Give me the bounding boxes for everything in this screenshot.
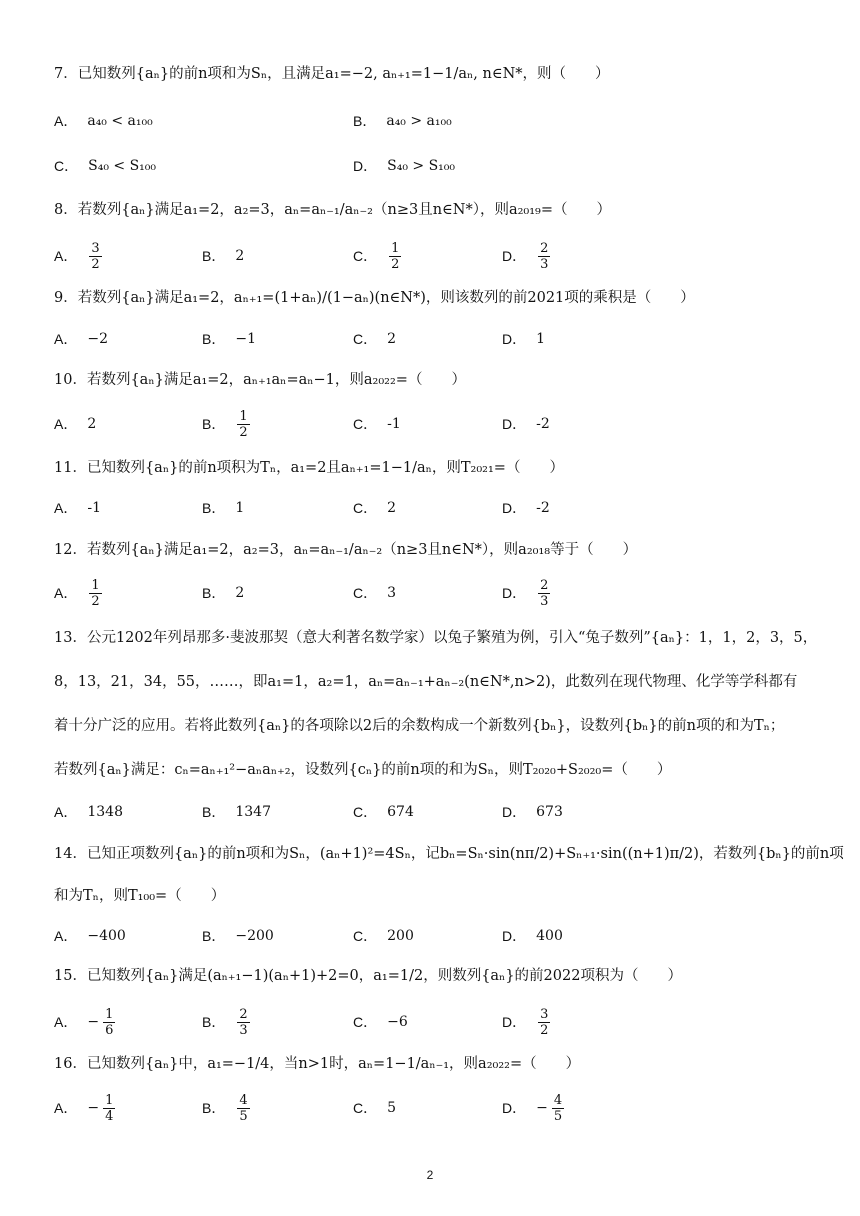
- question-stem-line: 若数列{aₙ}满足：cₙ=aₙ₊₁²−aₙaₙ₊₂，设数列{cₙ}的前n项的和为Sₙ，则T₂₀₂₀+S₂₀₂₀=（ ）: [54, 762, 672, 778]
- minus-sign: −: [87, 1100, 100, 1116]
- question-stem-line: 14．已知正项数列{aₙ}的前n项和为Sₙ，(aₙ+1)²=4Sₙ，记bₙ=Sₙ·sin(nπ/2)+Sₙ₊₁·sin((n+1)π/2)，若数列{bₙ}的前n项: [54, 846, 844, 862]
- option-c[interactable]: C． -1: [353, 416, 401, 432]
- option-a[interactable]: A． − $\frac{1}{4}$: [54, 1092, 114, 1124]
- minus-sign: −: [87, 1014, 100, 1030]
- option-b[interactable]: B． −200: [202, 928, 274, 944]
- option-d[interactable]: D． $\frac{3}{2}$: [502, 1006, 549, 1038]
- page-number: 2: [426, 1168, 434, 1182]
- option-d[interactable]: D． S₄₀ > S₁₀₀: [353, 158, 455, 174]
- option-c[interactable]: C． 200: [353, 928, 414, 944]
- option-text: 1348: [87, 804, 123, 820]
- option-text: 2: [235, 248, 245, 264]
- fraction: $\frac{2}{3}$: [540, 577, 549, 609]
- options-row: [54, 236, 814, 276]
- option-text: S₄₀ < S₁₀₀: [88, 158, 156, 174]
- option-text: 1: [235, 500, 245, 516]
- question-stem: 9．若数列{aₙ}满足a₁=2，aₙ₊₁=(1+aₙ)/(1−aₙ)(n∈N*)，则该数列的前2021项的乘积是（ ）: [54, 290, 695, 306]
- option-text: 673: [536, 804, 563, 820]
- option-d[interactable]: D． -2: [502, 500, 550, 516]
- options-row: [54, 1002, 814, 1042]
- option-text: 3: [387, 585, 397, 601]
- options-row: [54, 573, 814, 613]
- option-d[interactable]: D． $\frac{2}{3}$: [502, 240, 549, 272]
- question-stem: 8．若数列{aₙ}满足a₁=2，a₂=3，aₙ=aₙ₋₁/aₙ₋₂（n≥3且n∈N*），则a₂₀₁₉=（ ）: [54, 202, 611, 218]
- option-text: −2: [87, 331, 108, 347]
- question-stem: 11．已知数列{aₙ}的前n项积为Tₙ，a₁=2且aₙ₊₁=1−1/aₙ，则T₂₀₂₁=（ ）: [54, 460, 564, 476]
- option-b[interactable]: B． $\frac{4}{5}$: [202, 1092, 248, 1124]
- question-stem: 7．已知数列{aₙ}的前n项和为Sₙ，且满足a₁=−2, aₙ₊₁=1−1/aₙ, n∈N*，则（ ）: [54, 66, 610, 82]
- option-a[interactable]: A． 2: [54, 416, 97, 432]
- option-c[interactable]: C． $\frac{1}{2}$: [353, 240, 400, 272]
- option-c[interactable]: C． −6: [353, 1014, 408, 1030]
- option-a[interactable]: A． -1: [54, 500, 101, 516]
- option-c[interactable]: C． 5: [353, 1100, 397, 1116]
- option-text: 2: [235, 585, 245, 601]
- option-b[interactable]: B． 1347: [202, 804, 271, 820]
- option-text: 2: [387, 331, 397, 347]
- option-a[interactable]: A． −2: [54, 331, 108, 347]
- option-d[interactable]: D． 400: [502, 928, 563, 944]
- option-a[interactable]: A． $\frac{1}{2}$: [54, 577, 100, 609]
- option-text: −200: [235, 928, 274, 944]
- option-text: 400: [536, 928, 563, 944]
- question-stem: 16．已知数列{aₙ}中，a₁=−1/4，当n>1时，aₙ=1−1/aₙ₋₁，则a₂₀₂₂=（ ）: [54, 1056, 581, 1072]
- option-c[interactable]: C． 3: [353, 585, 397, 601]
- option-b[interactable]: B． 2: [202, 248, 245, 264]
- option-a[interactable]: A． −400: [54, 928, 126, 944]
- option-a[interactable]: A． a₄₀ < a₁₀₀: [54, 113, 153, 129]
- option-c[interactable]: C． 2: [353, 331, 397, 347]
- option-text: -1: [87, 500, 101, 516]
- option-text: −400: [87, 928, 126, 944]
- option-text: a₄₀ > a₁₀₀: [386, 113, 452, 129]
- fraction: $\frac{4}{5}$: [239, 1092, 248, 1124]
- options-row: [54, 488, 814, 528]
- option-c[interactable]: C． S₄₀ < S₁₀₀: [54, 158, 156, 174]
- option-text: 2: [387, 500, 397, 516]
- fraction: $\frac{1}{2}$: [391, 240, 400, 272]
- option-c[interactable]: C． 2: [353, 500, 397, 516]
- option-text: -2: [536, 500, 550, 516]
- question-stem-line: 着十分广泛的应用。若将此数列{aₙ}的各项除以2后的余数构成一个新数列{bₙ}，设数列{bₙ}的前n项的和为Tₙ；: [54, 718, 785, 734]
- fraction: $\frac{1}{2}$: [239, 408, 248, 440]
- question-stem: 15．已知数列{aₙ}满足(aₙ₊₁−1)(aₙ+1)+2=0，a₁=1/2，则数列{aₙ}的前2022项积为（ ）: [54, 968, 682, 984]
- options-row: [54, 101, 814, 141]
- option-b[interactable]: B． a₄₀ > a₁₀₀: [353, 113, 452, 129]
- option-b[interactable]: B． 2: [202, 585, 245, 601]
- minus-sign: −: [536, 1100, 548, 1116]
- option-b[interactable]: B． $\frac{2}{3}$: [202, 1006, 248, 1038]
- option-text: 1: [536, 331, 546, 347]
- question-stem-line: 13．公元1202年列昂那多·斐波那契（意大利著名数学家）以兔子繁殖为例，引入“兔子数列”{aₙ}：1，1，2，3，5，: [54, 630, 818, 646]
- fraction: $\frac{1}{6}$: [105, 1006, 114, 1038]
- fraction: $\frac{3}{2}$: [540, 1006, 549, 1038]
- fraction: $\frac{2}{3}$: [239, 1006, 248, 1038]
- options-row: [54, 792, 814, 832]
- option-c[interactable]: C． 674: [353, 804, 414, 820]
- option-text: 674: [387, 804, 414, 820]
- option-b[interactable]: B． 1: [202, 500, 245, 516]
- fraction: $\frac{2}{3}$: [540, 240, 549, 272]
- question-stem-line: 8，13，21，34，55，……，即a₁=1，a₂=1，aₙ=aₙ₋₁+aₙ₋₂(n∈N*,n>2)，此数列在现代物理、化学等学科都有: [54, 674, 798, 690]
- fraction: $\frac{3}{2}$: [91, 240, 100, 272]
- options-row: [54, 404, 814, 444]
- option-text: -2: [536, 416, 550, 432]
- option-d[interactable]: D． 1: [502, 331, 546, 347]
- option-a[interactable]: A． 1348: [54, 804, 123, 820]
- option-b[interactable]: B． $\frac{1}{2}$: [202, 408, 248, 440]
- question-stem: 12．若数列{aₙ}满足a₁=2，a₂=3，aₙ=aₙ₋₁/aₙ₋₂（n≥3且n∈N*），则a₂₀₁₈等于（ ）: [54, 542, 638, 558]
- options-row: [54, 1088, 814, 1128]
- options-row: [54, 916, 814, 956]
- question-stem: 10．若数列{aₙ}满足a₁=2，aₙ₊₁aₙ=aₙ−1，则a₂₀₂₂=（ ）: [54, 372, 466, 388]
- option-a[interactable]: A． $\frac{3}{2}$: [54, 240, 100, 272]
- option-text: 1347: [235, 804, 271, 820]
- option-text: −1: [235, 331, 256, 347]
- option-text: a₄₀ < a₁₀₀: [87, 113, 153, 129]
- options-row: [54, 146, 814, 186]
- fraction: $\frac{4}{5}$: [553, 1092, 563, 1124]
- option-text: 200: [387, 928, 414, 944]
- option-d[interactable]: D． -2: [502, 416, 550, 432]
- fraction: $\frac{1}{4}$: [105, 1092, 114, 1124]
- option-d[interactable]: D． − $\frac{4}{5}$: [502, 1092, 563, 1124]
- option-text: 2: [87, 416, 97, 432]
- question-stem-line: 和为Tₙ，则T₁₀₀=（ ）: [54, 888, 226, 904]
- options-row: [54, 319, 814, 359]
- option-text: 5: [387, 1100, 397, 1116]
- option-d[interactable]: D． $\frac{2}{3}$: [502, 577, 549, 609]
- option-b[interactable]: B． −1: [202, 331, 256, 347]
- option-text: -1: [387, 416, 401, 432]
- fraction: $\frac{1}{2}$: [91, 577, 100, 609]
- option-d[interactable]: D． 673: [502, 804, 563, 820]
- option-text: −6: [387, 1014, 408, 1030]
- option-a[interactable]: A． − $\frac{1}{6}$: [54, 1006, 114, 1038]
- option-text: S₄₀ > S₁₀₀: [387, 158, 455, 174]
